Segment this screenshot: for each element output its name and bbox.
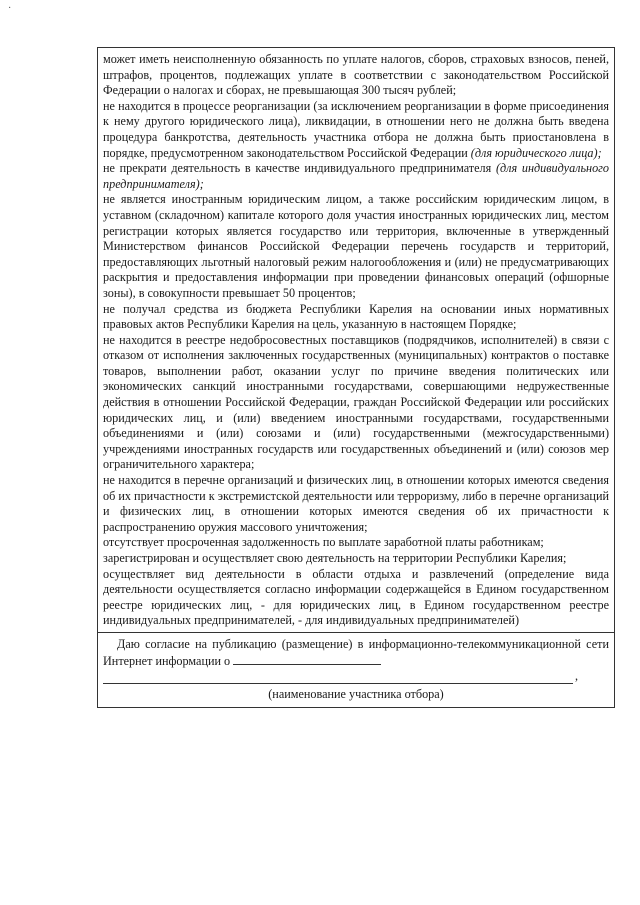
criterion-paragraph — [103, 551, 609, 567]
criterion-text: зарегистрирован и осуществляет свою деятельность на территории Республики Карелия; — [103, 551, 567, 565]
consent-text: Даю согласие на публикацию (размещение) в информационно-телекоммуникационной сети Интернет информации о — [103, 636, 609, 668]
participant-name-line — [103, 669, 609, 684]
criterion-paragraph — [103, 192, 609, 301]
criterion-paragraph — [103, 52, 609, 99]
participant-name-field-continued[interactable] — [103, 672, 573, 684]
criterion-text: не находится в процессе реорганизации (за исключением реорганизации в форме присоединения к нему другого юридического лица), ликвидации, в отношении него не должна быть введена процедура банкротства, деятельность участника отбора не должна быть приостановлена в порядке, предусмотренном законодательством Российской Федерации — [103, 98, 609, 160]
criterion-text: не находится в перечне организаций и физических лиц, в отношении которых имеются сведения об их причастности к экстремистской деятельности или терроризму, либо в перечне организаций и физических лиц, в отношении которых имеются сведения об их причастности к распространению оружия массового уничтожения; — [103, 473, 609, 534]
criterion-paragraph — [103, 473, 609, 535]
criterion-text: не прекрати деятельность в качестве индивидуального предпринимателя — [103, 161, 492, 176]
criterion-paragraph — [103, 302, 609, 333]
margin-mark: · — [8, 3, 12, 14]
criterion-note: (для индивидуального предпринимателя); — [103, 161, 610, 191]
criterion-paragraph — [103, 99, 609, 161]
criterion-text: отсутствует просроченная задолженность по выплате заработной платы работникам; — [103, 535, 544, 550]
criterion-text: не находится в реестре недобросовестных поставщиков (подрядчиков, исполнителей) в связи с отказом от исполнения заключенных государственных (муниципальных) контрактов о поставке товаров, выполнении работ, оказании услуг по причине введения политических или экономических санкций иностранными государствами, совершающими недружественные действия в отношении Российской Федерации, граждан Российской Федерации или российских юридических лиц, и (или) введением иностранными государствами, государственными объединениями и (или) союзами и (или) государственными (межгосударственными) учреждениями иностранных государств или государственных объединений и (или) союзов мер ограничительного характера; — [103, 332, 609, 472]
consent-statement — [103, 637, 609, 669]
criterion-paragraph — [103, 161, 609, 192]
criterion-paragraph — [103, 535, 609, 551]
participant-name-field[interactable] — [233, 653, 381, 665]
criterion-text: осуществляет вид деятельности в области отдыха и развлечений (определение вида деятельности осуществляется согласно информации содержащейся в Едином государственном реестре юридических лиц, - для юридических лиц, в Едином государственном реестре индивидуальных предпринимателей, - для индивидуальных предпринимателей) — [103, 566, 609, 628]
criteria-cell — [98, 48, 614, 633]
criterion-text: может иметь неисполненную обязанность по уплате налогов, сборов, страховых взносов, пеней, штрафов, процентов, подлежащих уплате в соответствии с законодательством Российской Федерации о налогах и сборах, не превышающая 300 тысяч рублей; — [103, 52, 609, 98]
criterion-text: не является иностранным юридическим лицом, а также российским юридическим лицом, в уставном (складочном) капитале которого доля участия иностранных юридических лиц, местом регистрации которых является государство или территория, включенные в утвержденный Министерством финансов Российской Федерации перечень государств и территорий, предоставляющих льготный налоговый режим налогообложения и (или) не предусматривающих раскрытия и предоставления информации при проведении финансовых операций (офшорные зоны), в совокупности превышает 50 процентов; — [103, 192, 609, 300]
criterion-text: не получал средства из бюджета Республики Карелия на основании иных нормативных правовых актов Республики Карелия на цель, указанную в настоящем Порядке; — [103, 301, 609, 332]
consent-comma: , — [575, 668, 579, 683]
criterion-paragraph — [103, 333, 609, 473]
consent-cell — [98, 633, 614, 707]
criteria-table — [97, 47, 615, 708]
criterion-paragraph — [103, 567, 609, 629]
participant-name-caption: (наименование участника отбора) — [268, 687, 444, 702]
criterion-note: (для юридического лица); — [470, 145, 602, 160]
